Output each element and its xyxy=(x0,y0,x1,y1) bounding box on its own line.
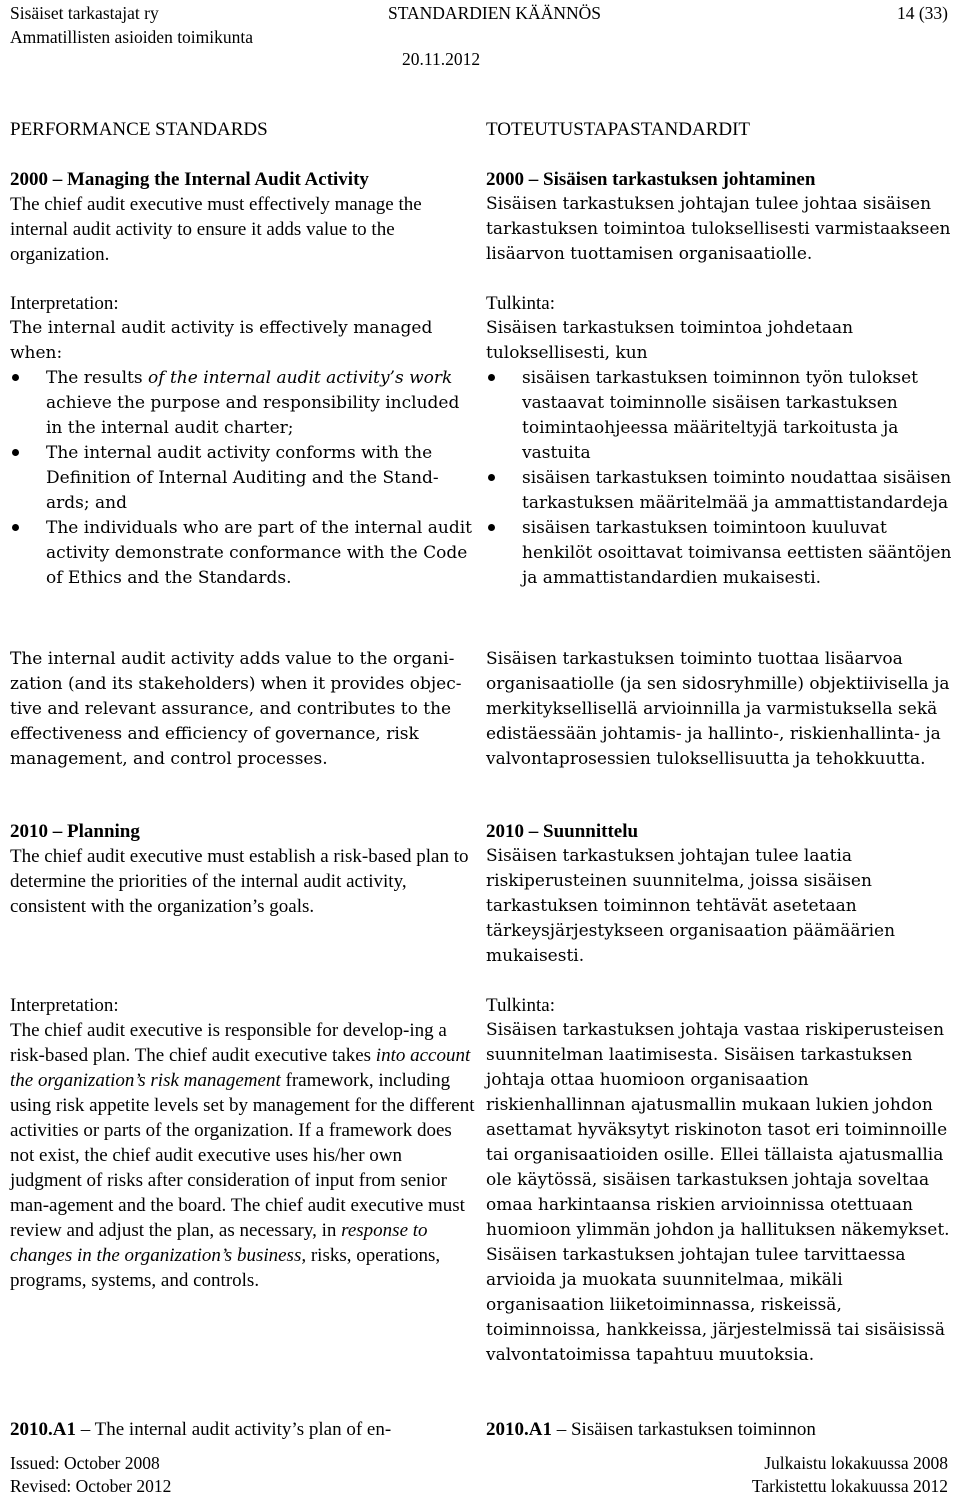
page-header xyxy=(10,2,948,69)
document-date: 20.11.2012 xyxy=(402,49,481,69)
list-item: The results of the internal audit activity’s work achieve the purpose and responsibility included in the internal audit charter; xyxy=(10,366,478,441)
committee-name: Ammatillisten asioiden toimikunta xyxy=(10,27,254,47)
standard-2010-heading: 2010 – Suunnittelu xyxy=(486,821,639,842)
interpretation-list xyxy=(10,366,478,591)
tarkistettu-date: Tarkistettu lokakuussa 2012 xyxy=(751,1476,948,1496)
standard-2000-body: The chief audit executive must effectively manage the internal audit activity to ensure it adds value to the organization. xyxy=(10,194,422,265)
list-item: sisäisen tarkastuksen toimintoon kuuluvat henkilöt osoittavat toimivansa eettisten sääntöjen ja ammattistandardien mukaisesti. xyxy=(486,516,952,591)
list-item: sisäisen tarkastuksen toiminnon työn tulokset vastaavat toiminnolle sisäisen tarkastuksen toimintaohjeessa määriteltyjä tarkoitusta ja vastuita xyxy=(486,366,952,466)
revised-date: Revised: October 2012 xyxy=(10,1476,172,1496)
interpretation-list xyxy=(486,366,952,591)
standard-2010-body: Sisäisen tarkastuksen johtajan tulee laatia riskiperusteinen suunnitelma, joissa sisäisen tarkastuksen toiminnon tehtävät asetetaan tärkeysjärjestykseen organisaation päämäärien mukaisesti. xyxy=(486,846,896,966)
list-item: The internal audit activity conforms with the Definition of Internal Auditing and the Stand-ards; and xyxy=(10,441,478,516)
interpretation-intro: The internal audit activity is effectively managed when: xyxy=(10,318,433,363)
standard-2000-heading: 2000 – Sisäisen tarkastuksen johtaminen xyxy=(486,169,816,190)
standard-2000-body: Sisäisen tarkastuksen johtajan tulee johtaa sisäisen tarkastuksen toimintoa tuloksellisesti varmistaakseen lisäarvon tuottamisen organisaatiolle. xyxy=(486,194,951,264)
issued-date: Issued: October 2008 xyxy=(10,1453,160,1473)
interpretation-2010 xyxy=(486,993,952,1368)
interpretation-2000 xyxy=(486,291,952,591)
standard-2000 xyxy=(486,167,952,267)
standard-2010 xyxy=(486,819,952,969)
interpretation-label: Tulkinta: xyxy=(486,995,555,1016)
julkaistu-date: Julkaistu lokakuussa 2008 xyxy=(764,1453,948,1473)
standard-2010 xyxy=(10,819,478,919)
standard-2000-heading: 2000 – Managing the Internal Audit Activity xyxy=(10,169,369,190)
page-number: 14 (33) xyxy=(896,3,948,23)
org-name: Sisäiset tarkastajat ry xyxy=(10,3,159,23)
interpretation-body: The chief audit executive is responsible for develop-ing a risk-based plan. The chief audit executive takes into account the organization’s risk management framework, including using risk appetite levels set by management for the different activities or parts of the organization. If a framework does not exist, the chief audit executive uses his/her own judgment of risks after consideration of input from senior man-agement and the board. The chief audit executive must review and adjust the plan, as necessary, in response to changes in the organization’s business, risks, operations, programs, systems, and controls. xyxy=(10,1020,475,1291)
interpretation-label: Interpretation: xyxy=(10,995,119,1016)
interpretation-intro: Sisäisen tarkastuksen toimintoa johdetaan tuloksellisesti, kun xyxy=(486,318,854,363)
section-title: TOTEUTUSTAPASTANDARDIT xyxy=(486,119,751,140)
interpretation-label: Interpretation: xyxy=(10,293,119,314)
value-paragraph: Sisäisen tarkastuksen toiminto tuottaa lisäarvoa organisaatiolle (ja sen sidosryhmille) objektiivisella ja merkityksellisellä arvioinnilla ja varmistuksella sekä edistäessään johtamis- ja hallinto-, riskienhallinta- ja valvontaprosessien tuloksellisuutta ja tehokkuutta. xyxy=(486,649,950,769)
interpretation-2010 xyxy=(10,993,478,1293)
list-item: The individuals who are part of the internal audit activity demonstrate conformance with the Code of Ethics and the Standards. xyxy=(10,516,478,591)
standard-2010-body: The chief audit executive must establish a risk-based plan to determine the priorities of the internal audit activity, consistent with the organization’s goals. xyxy=(10,846,469,917)
interpretation-label: Tulkinta: xyxy=(486,293,555,314)
section-title: PERFORMANCE STANDARDS xyxy=(10,119,268,140)
standard-2000 xyxy=(10,167,478,267)
list-item: sisäisen tarkastuksen toiminto noudattaa sisäisen tarkastuksen määritelmää ja ammattistandardeja xyxy=(486,466,952,516)
standard-2010-a1: 2010.A1 – Sisäisen tarkastuksen toiminnon xyxy=(486,1419,816,1440)
standard-2010-a1: 2010.A1 – The internal audit activity’s plan of en- xyxy=(10,1419,392,1440)
document-title: STANDARDIEN KÄÄNNÖS xyxy=(388,3,601,23)
value-paragraph: The internal audit activity adds value to the organi-zation (and its stakeholders) when it provides objec-tive and relevant assurance, and contributes to the effectiveness and efficiency of governance, risk management, and control processes. xyxy=(10,649,462,769)
interpretation-body: Sisäisen tarkastuksen johtaja vastaa riskiperusteisen suunnitelman laatimisesta. Sisäisen tarkastuksen johtaja ottaa huomioon organisaation riskienhallinnan ajatusmallin mukaan lukien johdon asettamat hyväksytyt riskinoton tasot eri toiminnoille tai organisaatioiden osille. Ellei tällaista ajatusmallia ole käytössä, sisäisen tarkastuksen johtaja soveltaa omaa harkintaansa riskien arvioinnissa otettuaan huomioon ylimmän johdon ja hallituksen näkemykset. Sisäisen tarkastuksen johtajan tulee tarvittaessa arvioida ja muokata suunnitelmaa, mikäli organisaation liiketoiminnassa, riskeissä, toiminnoissa, hankkeissa, järjestelmissä tai sisäisissä valvontatoimissa tapahtuu muutoksia. xyxy=(486,1020,950,1365)
interpretation-2000 xyxy=(10,291,478,591)
standard-2010-heading: 2010 – Planning xyxy=(10,821,140,842)
